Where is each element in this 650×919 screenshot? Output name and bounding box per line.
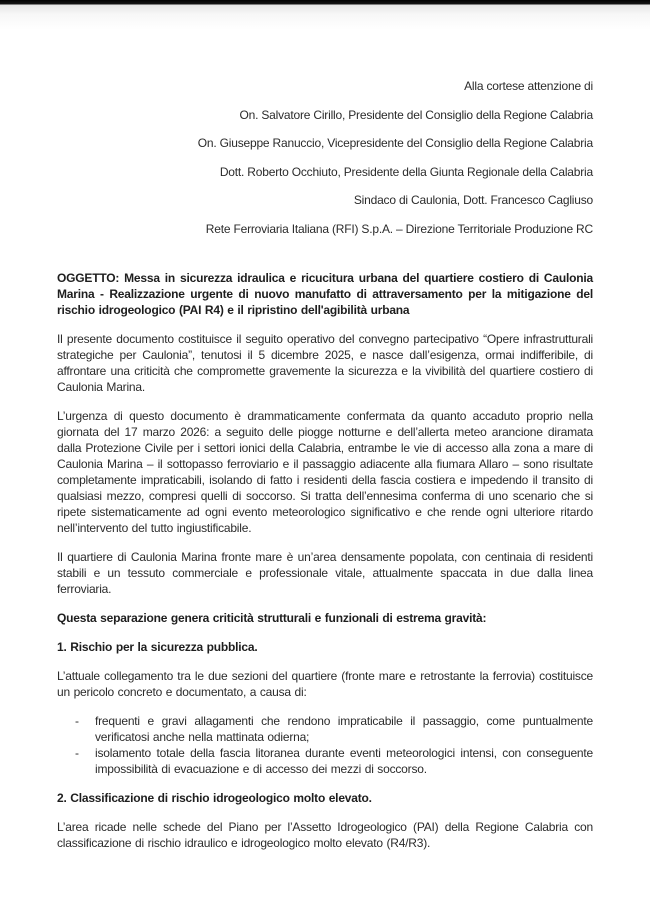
subject-line: OGGETTO: Messa in sicurezza idraulica e ricucitura urbana del quartiere costiero di Caulonia Marina - Realizzazione urgente di nuovo manufatto di attraversamento per la mitigazione del rischio idrogeologico (PAI R4) e il ripristino dell'agibilità urbana bbox=[57, 271, 593, 317]
recipient-line: On. Giuseppe Ranuccio, Vicepresidente del Consiglio della Regione Calabria bbox=[197, 136, 593, 150]
heading-separation: Questa separazione genera criticità strutturali e funzionali di estrema gravità: bbox=[57, 611, 487, 625]
bullet-item bbox=[57, 745, 593, 777]
heading-risk-1: 1. Rischio per la sicurezza pubblica. bbox=[57, 640, 258, 654]
recipient-line: Sindaco di Caulonia, Dott. Francesco Cagliuso bbox=[353, 193, 593, 207]
recipient-line: On. Salvatore Cirillo, Presidente del Consiglio della Regione Calabria bbox=[239, 107, 593, 122]
paragraph-pai: L’area ricade nelle schede del Piano per l’Assetto Idrogeologico (PAI) della Regione Calabria con classificazione di rischio idraulico e idrogeologico molto elevato (R4/R3). bbox=[57, 820, 593, 850]
bullet-text: isolamento totale della fascia litoranea durante eventi meteorologici intensi, con conseguente impossibilità di evacuazione e di accesso dei mezzi di soccorso. bbox=[95, 746, 593, 776]
bullet-dash: - bbox=[75, 714, 79, 728]
paragraph-urgency: L’urgenza di questo documento è drammaticamente confermata da quanto accaduto proprio nella giornata del 17 marzo 2026: a seguito delle piogge notturne e dell’allerta meteo arancione diramata dalla Protezione Civile per i settori ionici della Calabria, entrambe le vie di accesso alla zona a mare di Caulonia Marina – il sottopasso ferroviario e il passaggio adiacente alla fiumara Allaro – sono risultate completamente impraticabili, isolando di fatto i residenti della fascia costiera e impedendo il transito di qualsiasi mezzo, compresi quelli di soccorso. Si tratta dell’ennesima conferma di uno scenario che si ripete sistematicamente ad ogni evento meteorologico significativo e che rende ogni ulteriore ritardo nell’intervento del tutto ingiustificabile. bbox=[57, 409, 593, 535]
paragraph-intro: Il presente documento costituisce il seguito operativo del convegno partecipativo “Opere infrastrutturali strategiche per Caulonia”, tenutosi il 5 dicembre 2025, e nasce dall’esigenza, ormai indifferibile, di affrontare una criticità che compromette gravemente la sicurezza e la vivibilità del quartiere costiero di Caulonia Marina. bbox=[57, 332, 593, 394]
attention-line: Alla cortese attenzione di bbox=[464, 79, 593, 93]
bullet-dash: - bbox=[75, 746, 79, 760]
bullet-text: frequenti e gravi allagamenti che rendono impraticabile il passaggio, come puntualmente verificatosi anche nella mattinata odierna; bbox=[95, 714, 593, 744]
bullet-item bbox=[57, 713, 593, 745]
paragraph-connection: L’attuale collegamento tra le due sezioni del quartiere (fronte mare e retrostante la ferrovia) costituisce un pericolo concreto e documentato, a causa di: bbox=[57, 669, 593, 699]
recipient-line: Rete Ferroviaria Italiana (RFI) S.p.A. – Direzione Territoriale Produzione RC bbox=[205, 221, 593, 236]
heading-risk-2: 2. Classificazione di rischio idrogeologico molto elevato. bbox=[57, 791, 372, 805]
bullet-list bbox=[57, 713, 593, 777]
recipient-block bbox=[57, 72, 593, 243]
recipient-line: Dott. Roberto Occhiuto, Presidente della Giunta Regionale della Calabria bbox=[219, 164, 593, 179]
paragraph-district: Il quartiere di Caulonia Marina fronte mare è un’area densamente popolata, con centinaia di residenti stabili e un tessuto commerciale e professionale vitale, attualmente spaccata in due dalla linea ferroviaria. bbox=[57, 550, 593, 596]
